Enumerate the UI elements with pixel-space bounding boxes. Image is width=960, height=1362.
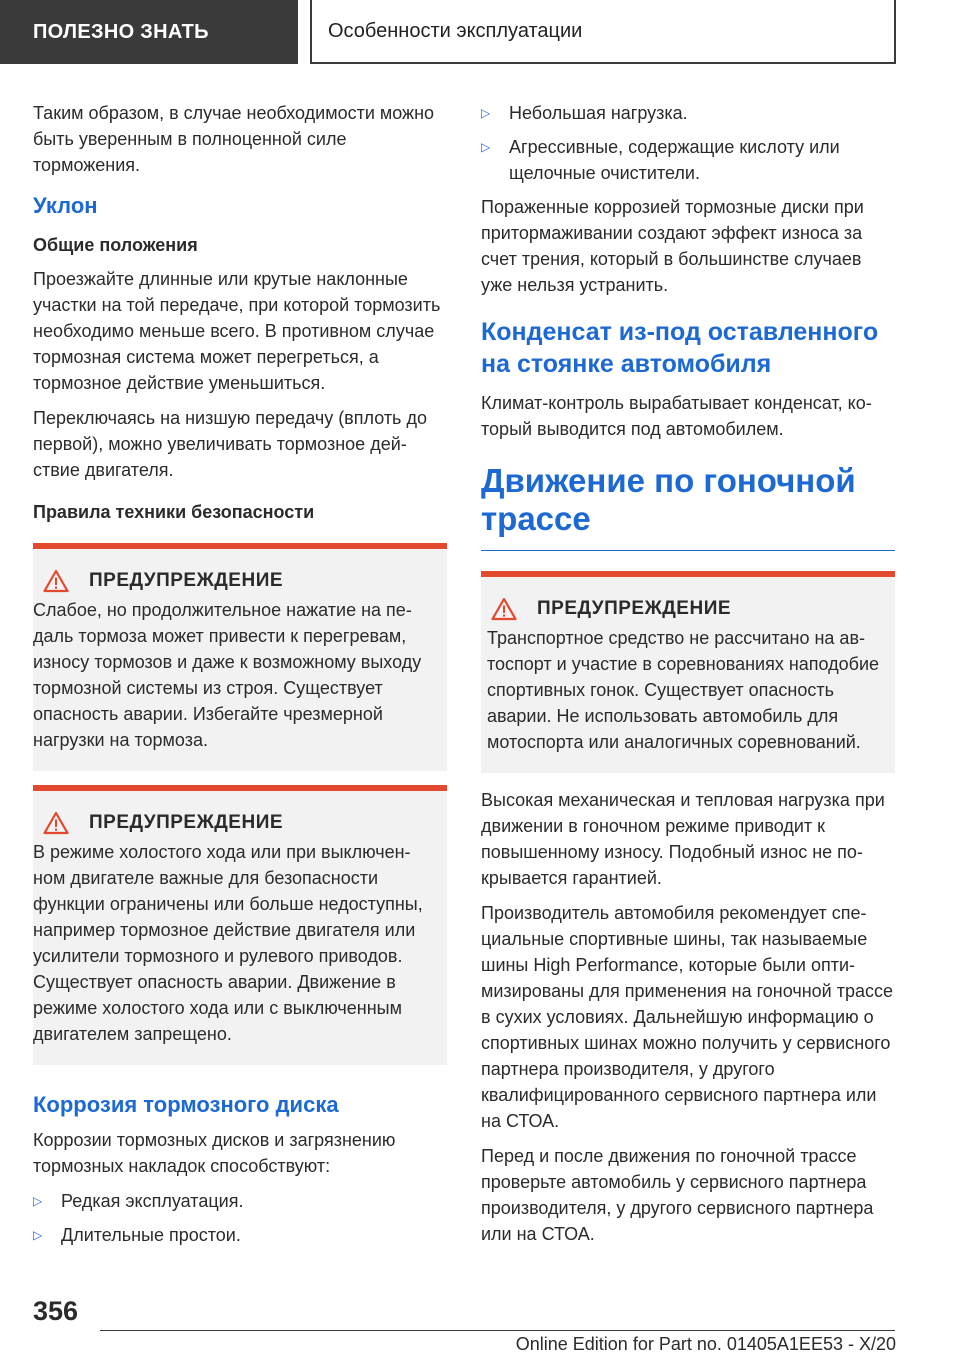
list-item: [481, 134, 895, 186]
general-heading: Общие положения: [33, 235, 198, 255]
warning-title: ПРЕДУПРЕЖДЕНИЕ: [89, 812, 284, 833]
edition-note: Online Edition for Part no. 01405A1EE53 - X/20: [515, 1334, 896, 1354]
footer-divider: [100, 1330, 895, 1331]
left-column: [33, 100, 447, 1256]
right-column: [481, 100, 895, 1256]
safety-heading: Правила техники безопасности: [33, 502, 315, 522]
list-item: [33, 1188, 447, 1214]
track-paragraph-1: Высокая механическая и тепловая нагрузка при движении в гоночном режиме приводит к повышенному износу. Подобный износ не покрывается гарантией.: [481, 790, 885, 888]
warning-triangle-icon: [43, 569, 69, 593]
triangle-bullet-icon: ▷: [33, 1194, 43, 1208]
list-item-text: Агрессивные, содержащие кислоту или щелочные очистители.: [509, 137, 840, 183]
list-item-text: Небольшая нагрузка.: [509, 103, 688, 123]
section-title: ПОЛЕЗНО ЗНАТЬ: [33, 20, 209, 43]
triangle-bullet-icon: ▷: [33, 1228, 43, 1242]
warning-box-idle: [33, 785, 447, 1065]
track-paragraph-2: Производитель автомобиля рекомендует специальные спортивные шины, так называемые шины High Performance, которые были оптимизированы для применения на гоночной трассе в сухих условиях. Дальнейшую информацию о спортивных шинах можно получить у сервисного партнера производителя, у другого квалифицированного сервисного партнера или на СТОА.: [481, 903, 894, 1131]
warning-text: В режиме холостого хода или при выключенном двигателе важные для безопасности функции ограничены или больше недоступны, например тормозное действие двигателя или усилители тормозного и рулевого приводов. Существует опасность аварии. Движение в режиме холостого хода или с выключенным двигателем запрещено.: [33, 842, 423, 1044]
warning-text: Транспортное средство не рассчитано на автоспорт и участие в соревнованиях наподобие спортивных гонок. Существует опасность аварии. Не использовать автомобиль для мотоспорта или аналогичных соревнований.: [487, 628, 880, 752]
list-item: [33, 1222, 447, 1248]
general-paragraph-2: Переключаясь на низшую передачу (вплоть до первой), можно увеличивать тормозное действие двигателя.: [33, 408, 427, 480]
heading-divider: [481, 550, 895, 551]
general-paragraph-1: Проезжайте длинные или крутые наклонные участки на той передаче, при которой тормозить необходимо меньше всего. В противном случае тормозная система может перегреться, а тормозное действие уменьшиться.: [33, 269, 441, 393]
warning-triangle-icon: [43, 811, 69, 835]
warning-title: ПРЕДУПРЕЖДЕНИЕ: [89, 570, 284, 591]
condensate-heading: Конденсат из-под оставленного на стоянке автомобиля: [481, 318, 879, 378]
triangle-bullet-icon: ▷: [481, 140, 491, 154]
corrosion-effect-paragraph: Пораженные коррозией тормозные диски при притормаживании создают эффект износа за счет трения, который в большинстве случаев уже нельзя устранить.: [481, 197, 864, 295]
list-item-text: Редкая эксплуатация.: [61, 1191, 244, 1211]
warning-text: Слабое, но продолжительное нажатие на педаль тормоза может привести к перегревам, износу тормозов и даже к возможному выходу тормозной системы из строя. Существует опасность аварии. Избегайте чрезмерной нагрузки на тормоза.: [33, 600, 422, 750]
list-item: [481, 100, 895, 126]
page-number: 356: [33, 1296, 79, 1326]
intro-paragraph: Таким образом, в случае необходимости можно быть уверенным в полноценной силе торможения.: [33, 103, 435, 175]
section-tab: [0, 0, 298, 64]
corrosion-heading: Коррозия тормозного диска: [33, 1092, 339, 1117]
corrosion-intro: Коррозии тормозных дисков и загрязнению тормозных накладок способствуют:: [33, 1130, 396, 1176]
warning-header: [33, 569, 435, 593]
slope-heading: Уклон: [33, 193, 98, 218]
warning-box-track: [481, 571, 895, 773]
track-heading: Движение по гоночной трассе: [481, 462, 856, 537]
warning-title: ПРЕДУПРЕЖДЕНИЕ: [537, 598, 732, 619]
triangle-bullet-icon: ▷: [481, 106, 491, 120]
warning-box-brakes: [33, 543, 447, 771]
condensate-paragraph: Климат-контроль вырабатывает конденсат, который выводится под автомобилем.: [481, 393, 872, 439]
track-paragraph-3: Перед и после движения по гоночной трассе проверьте автомобиль у сервисного партнера производителя, у другого сервисного партнера или на СТОА.: [481, 1146, 874, 1244]
list-item-text: Длительные простои.: [61, 1225, 241, 1245]
chapter-tab: [310, 0, 896, 64]
warning-header: [33, 811, 435, 835]
chapter-title: Особенности эксплуатации: [328, 19, 583, 42]
warning-header: [481, 597, 883, 621]
warning-triangle-icon: [491, 597, 517, 621]
